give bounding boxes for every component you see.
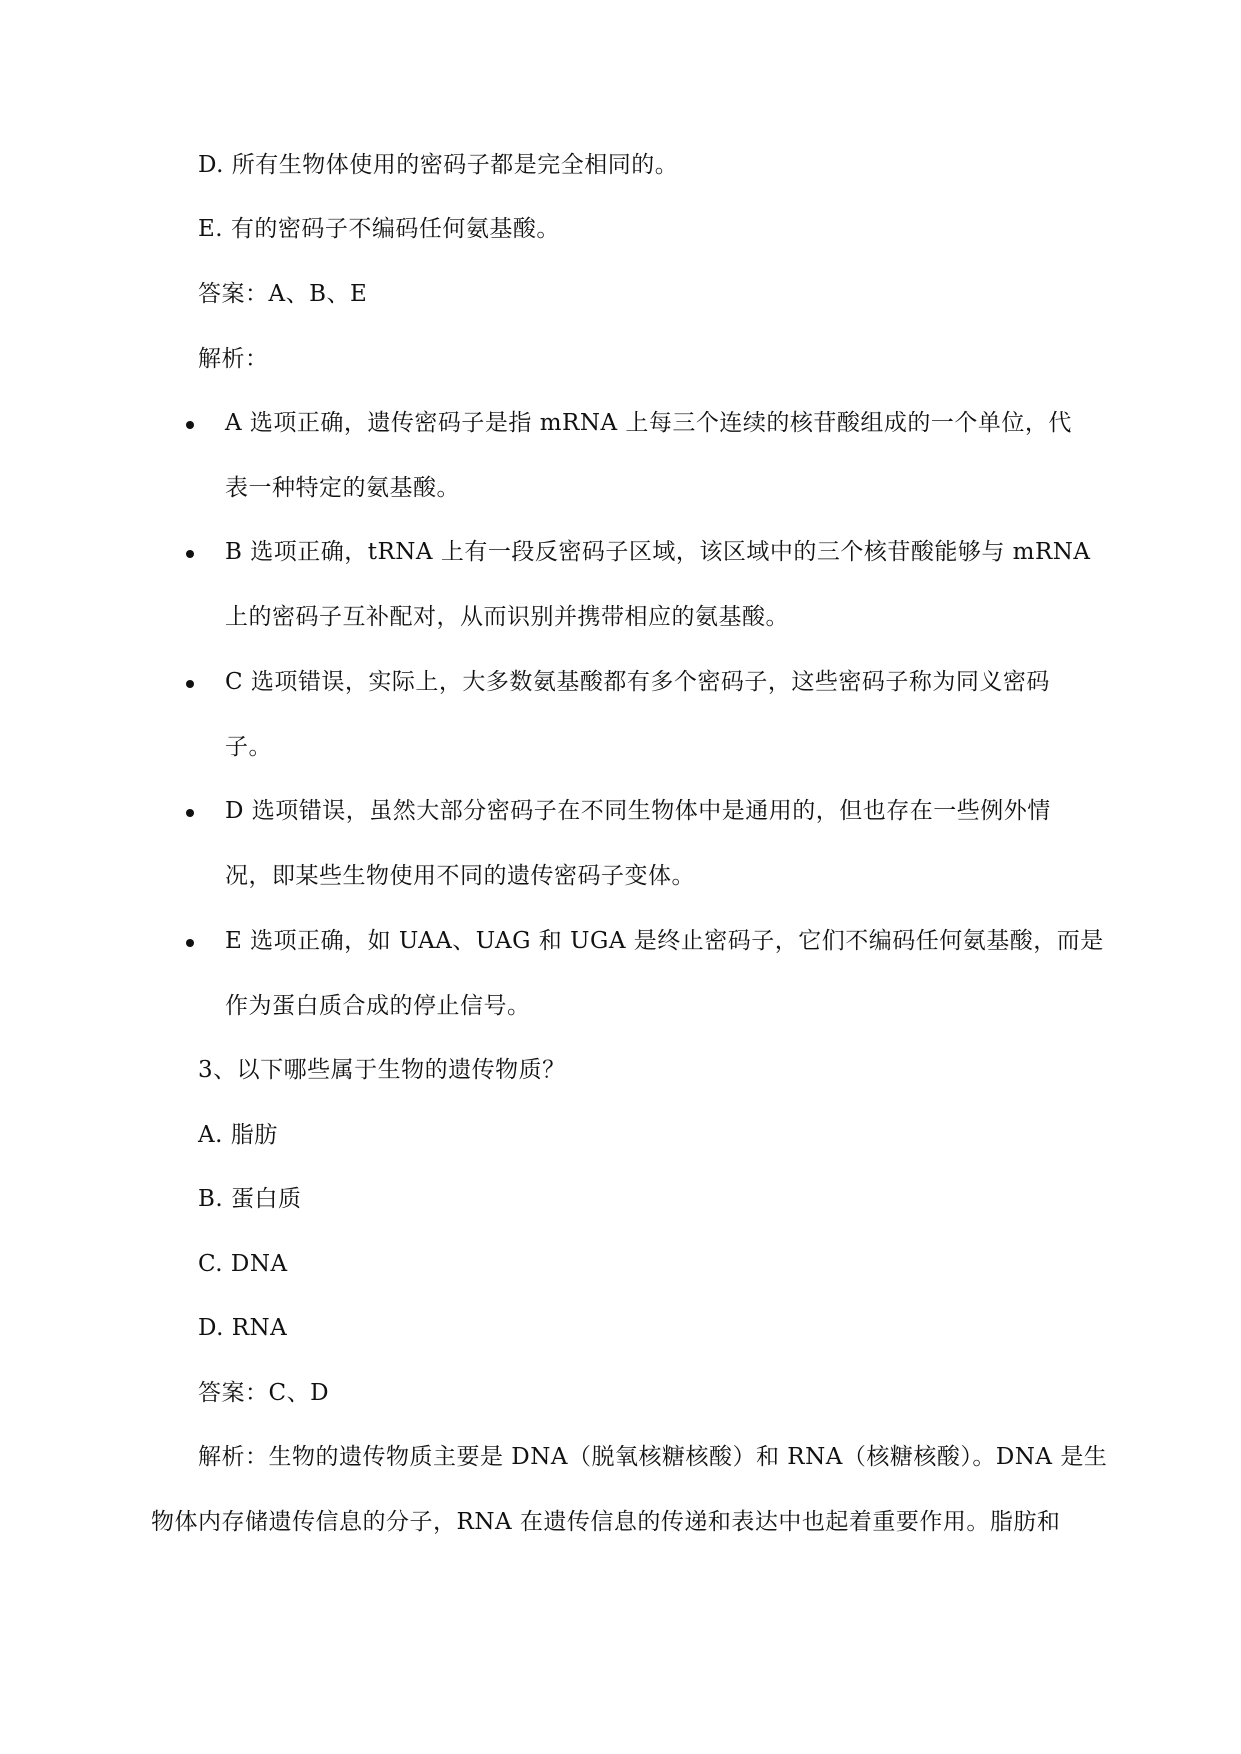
bullet-e-line1: E 选项正确，如 UAA、UAG 和 UGA 是终止密码子，它们不编码任何氨基酸，而是 [225,928,1104,954]
bullet-d-line1: D 选项错误，虽然大部分密码子在不同生物体中是通用的，但也存在一些例外情 [225,798,1051,824]
bullet-b-line2: 上的密码子互补配对，从而识别并携带相应的氨基酸。 [225,604,789,630]
q3-option-d: D. RNA [198,1315,288,1341]
bullet-marker [186,680,194,688]
bullet-b-line1: B 选项正确，tRNA 上有一段反密码子区域，该区域中的三个核苷酸能够与 mRNA [225,539,1091,565]
bullet-e-line2: 作为蛋白质合成的停止信号。 [225,993,531,1019]
q3-analysis-line2: 物体内存储遗传信息的分子，RNA 在遗传信息的传递和表达中也起着重要作用。脂肪和 [151,1509,1061,1535]
bullet-c-line2: 子。 [225,734,272,760]
bullet-marker [186,809,194,817]
question-3: 3、以下哪些属于生物的遗传物质？ [198,1057,566,1083]
bullet-marker [186,939,194,947]
q3-option-a: A. 脂肪 [198,1122,278,1148]
bullet-a-line2: 表一种特定的氨基酸。 [225,475,460,501]
q3-analysis-line1: 解析：生物的遗传物质主要是 DNA（脱氧核糖核酸）和 RNA（核糖核酸）。DNA 是生 [198,1444,1108,1470]
option-e: E. 有的密码子不编码任何氨基酸。 [198,216,560,242]
bullet-marker [186,550,194,558]
analysis-label: 解析： [198,346,269,372]
q3-option-c: C. DNA [198,1251,288,1277]
bullet-marker [186,421,194,429]
bullet-c-line1: C 选项错误，实际上，大多数氨基酸都有多个密码子，这些密码子称为同义密码 [225,669,1050,695]
q3-answer: 答案：C、D [198,1380,330,1406]
q3-option-b: B. 蛋白质 [198,1186,302,1212]
bullet-a-line1: A 选项正确，遗传密码子是指 mRNA 上每三个连续的核苷酸组成的一个单位，代 [225,410,1072,436]
bullet-d-line2: 况，即某些生物使用不同的遗传密码子变体。 [225,863,695,889]
option-d: D. 所有生物体使用的密码子都是完全相同的。 [198,152,679,178]
answer-text: 答案：A、B、E [198,281,368,307]
